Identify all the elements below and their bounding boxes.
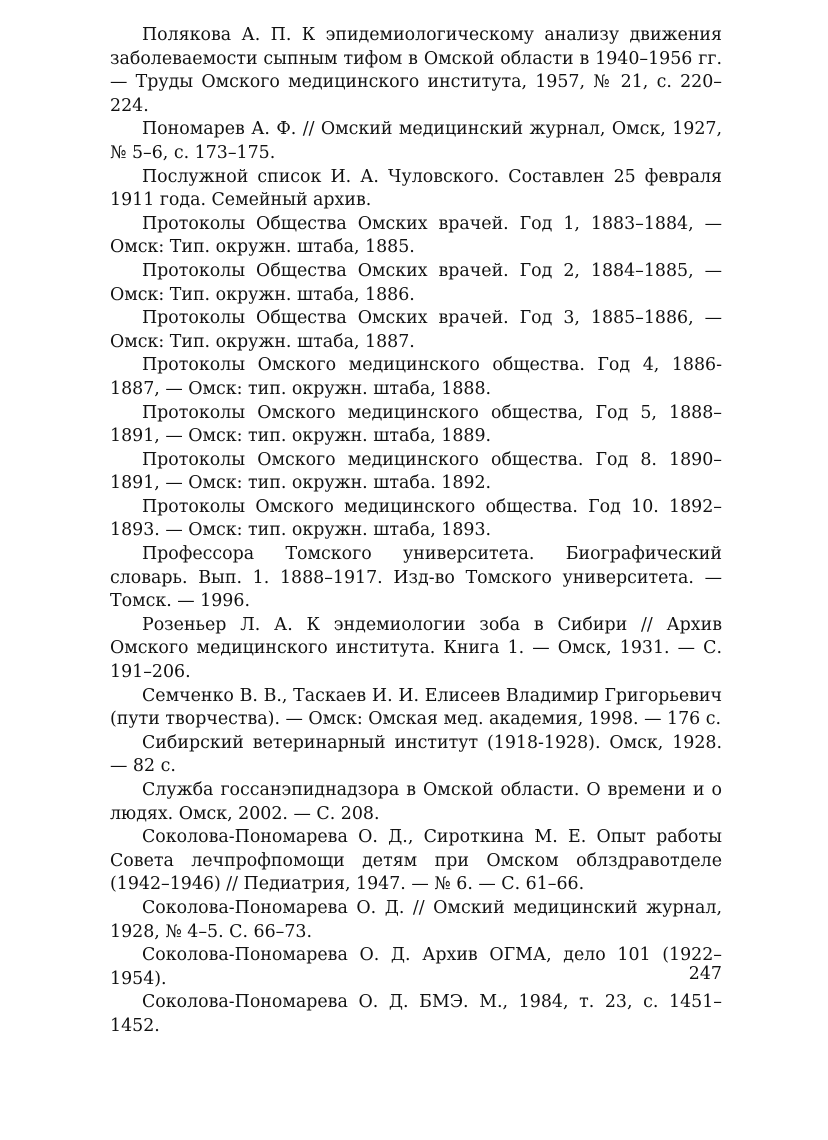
bibliography-entry: Профессора Томского университета. Биографический словарь. Вып. 1. 1888–1917. Изд-во Томского университета. — Томск. — 1996. (110, 544, 722, 612)
bibliography-entry: Соколова-Пономарева О. Д. БМЭ. М., 1984, т. 23, с. 1451–1452. (110, 992, 722, 1036)
bibliography-entry: Полякова А. П. К эпидемиологическому анализу движения заболеваемости сыпным тифом в Омской области в 1940–1956 гг. — Труды Омского медицинского института, 1957, № 21, с. 220–224. (110, 25, 722, 116)
bibliography-entry: Протоколы Общества Омских врачей. Год 1, 1883–1884, — Омск: Тип. окружн. штаба, 1885. (110, 213, 722, 258)
bibliography-entry: Протоколы Общества Омских врачей. Год 2, 1884–1885, — Омск: Тип. окружн. штаба, 1886. (110, 260, 722, 305)
page-number: 247 (688, 964, 722, 984)
bibliography-entry: Протоколы Омского медицинского общества. Год 10. 1892–1893. — Омск: тип. окружн. штаба, 1893. (110, 496, 722, 541)
bibliography-entry: Протоколы Общества Омских врачей. Год 3, 1885–1886, — Омск: Тип. окружн. штаба, 1887. (110, 308, 722, 352)
bibliography-entry: Служба госсанэпиднадзора в Омской области. О времени и о людях. Омск, 2002. — С. 208. (110, 780, 722, 824)
bibliography-list (110, 24, 722, 1039)
bibliography-entry: Послужной список И. А. Чуловского. Составлен 25 февраля 1911 года. Семейный архив. (110, 166, 722, 211)
bibliography-entry: Соколова-Пономарева О. Д. // Омский медицинский журнал, 1928, № 4–5. С. 66–73. (110, 897, 722, 942)
bibliography-entry: Розеньер Л. А. К эндемиологии зоба в Сибири // Архив Омского медицинского института. Книга 1. — Омск, 1931. — С. 191–206. (110, 614, 722, 683)
bibliography-entry: Соколова-Пономарева О. Д., Сироткина М. Е. Опыт работы Совета лечпрофпомощи детям при Омском облздравотделе (1942–1946) // Педиатрия, 1947. — № 6. — С. 61–66. (110, 827, 722, 895)
bibliography-entry: Протоколы Омского медицинского общества, Год 5, 1888–1891, — Омск: тип. окружн. штаба, 1889. (110, 402, 722, 447)
bibliography-entry: Протоколы Омского медицинского общества. Год 8. 1890–1891, — Омск: тип. окружн. штаба. 1892. (110, 449, 722, 494)
bibliography-entry: Протоколы Омского медицинского общества. Год 4, 1886-1887, — Омск: тип. окружн. штаба, 1888. (110, 355, 722, 399)
bibliography-entry: Соколова-Пономарева О. Д. Архив ОГМА, дело 101 (1922–1954). (110, 945, 722, 989)
bibliography-entry: Пономарев А. Ф. // Омский медицинский журнал, Омск, 1927, № 5–6, с. 173–175. (110, 119, 722, 163)
bibliography-entry: Сибирский ветеринарный институт (1918-1928). Омск, 1928. — 82 с. (110, 732, 722, 777)
bibliography-entry: Семченко В. В., Таскаев И. И. Елисеев Владимир Григорьевич (пути творчества). — Омск: Омская мед. академия, 1998. — 176 с. (110, 685, 722, 730)
